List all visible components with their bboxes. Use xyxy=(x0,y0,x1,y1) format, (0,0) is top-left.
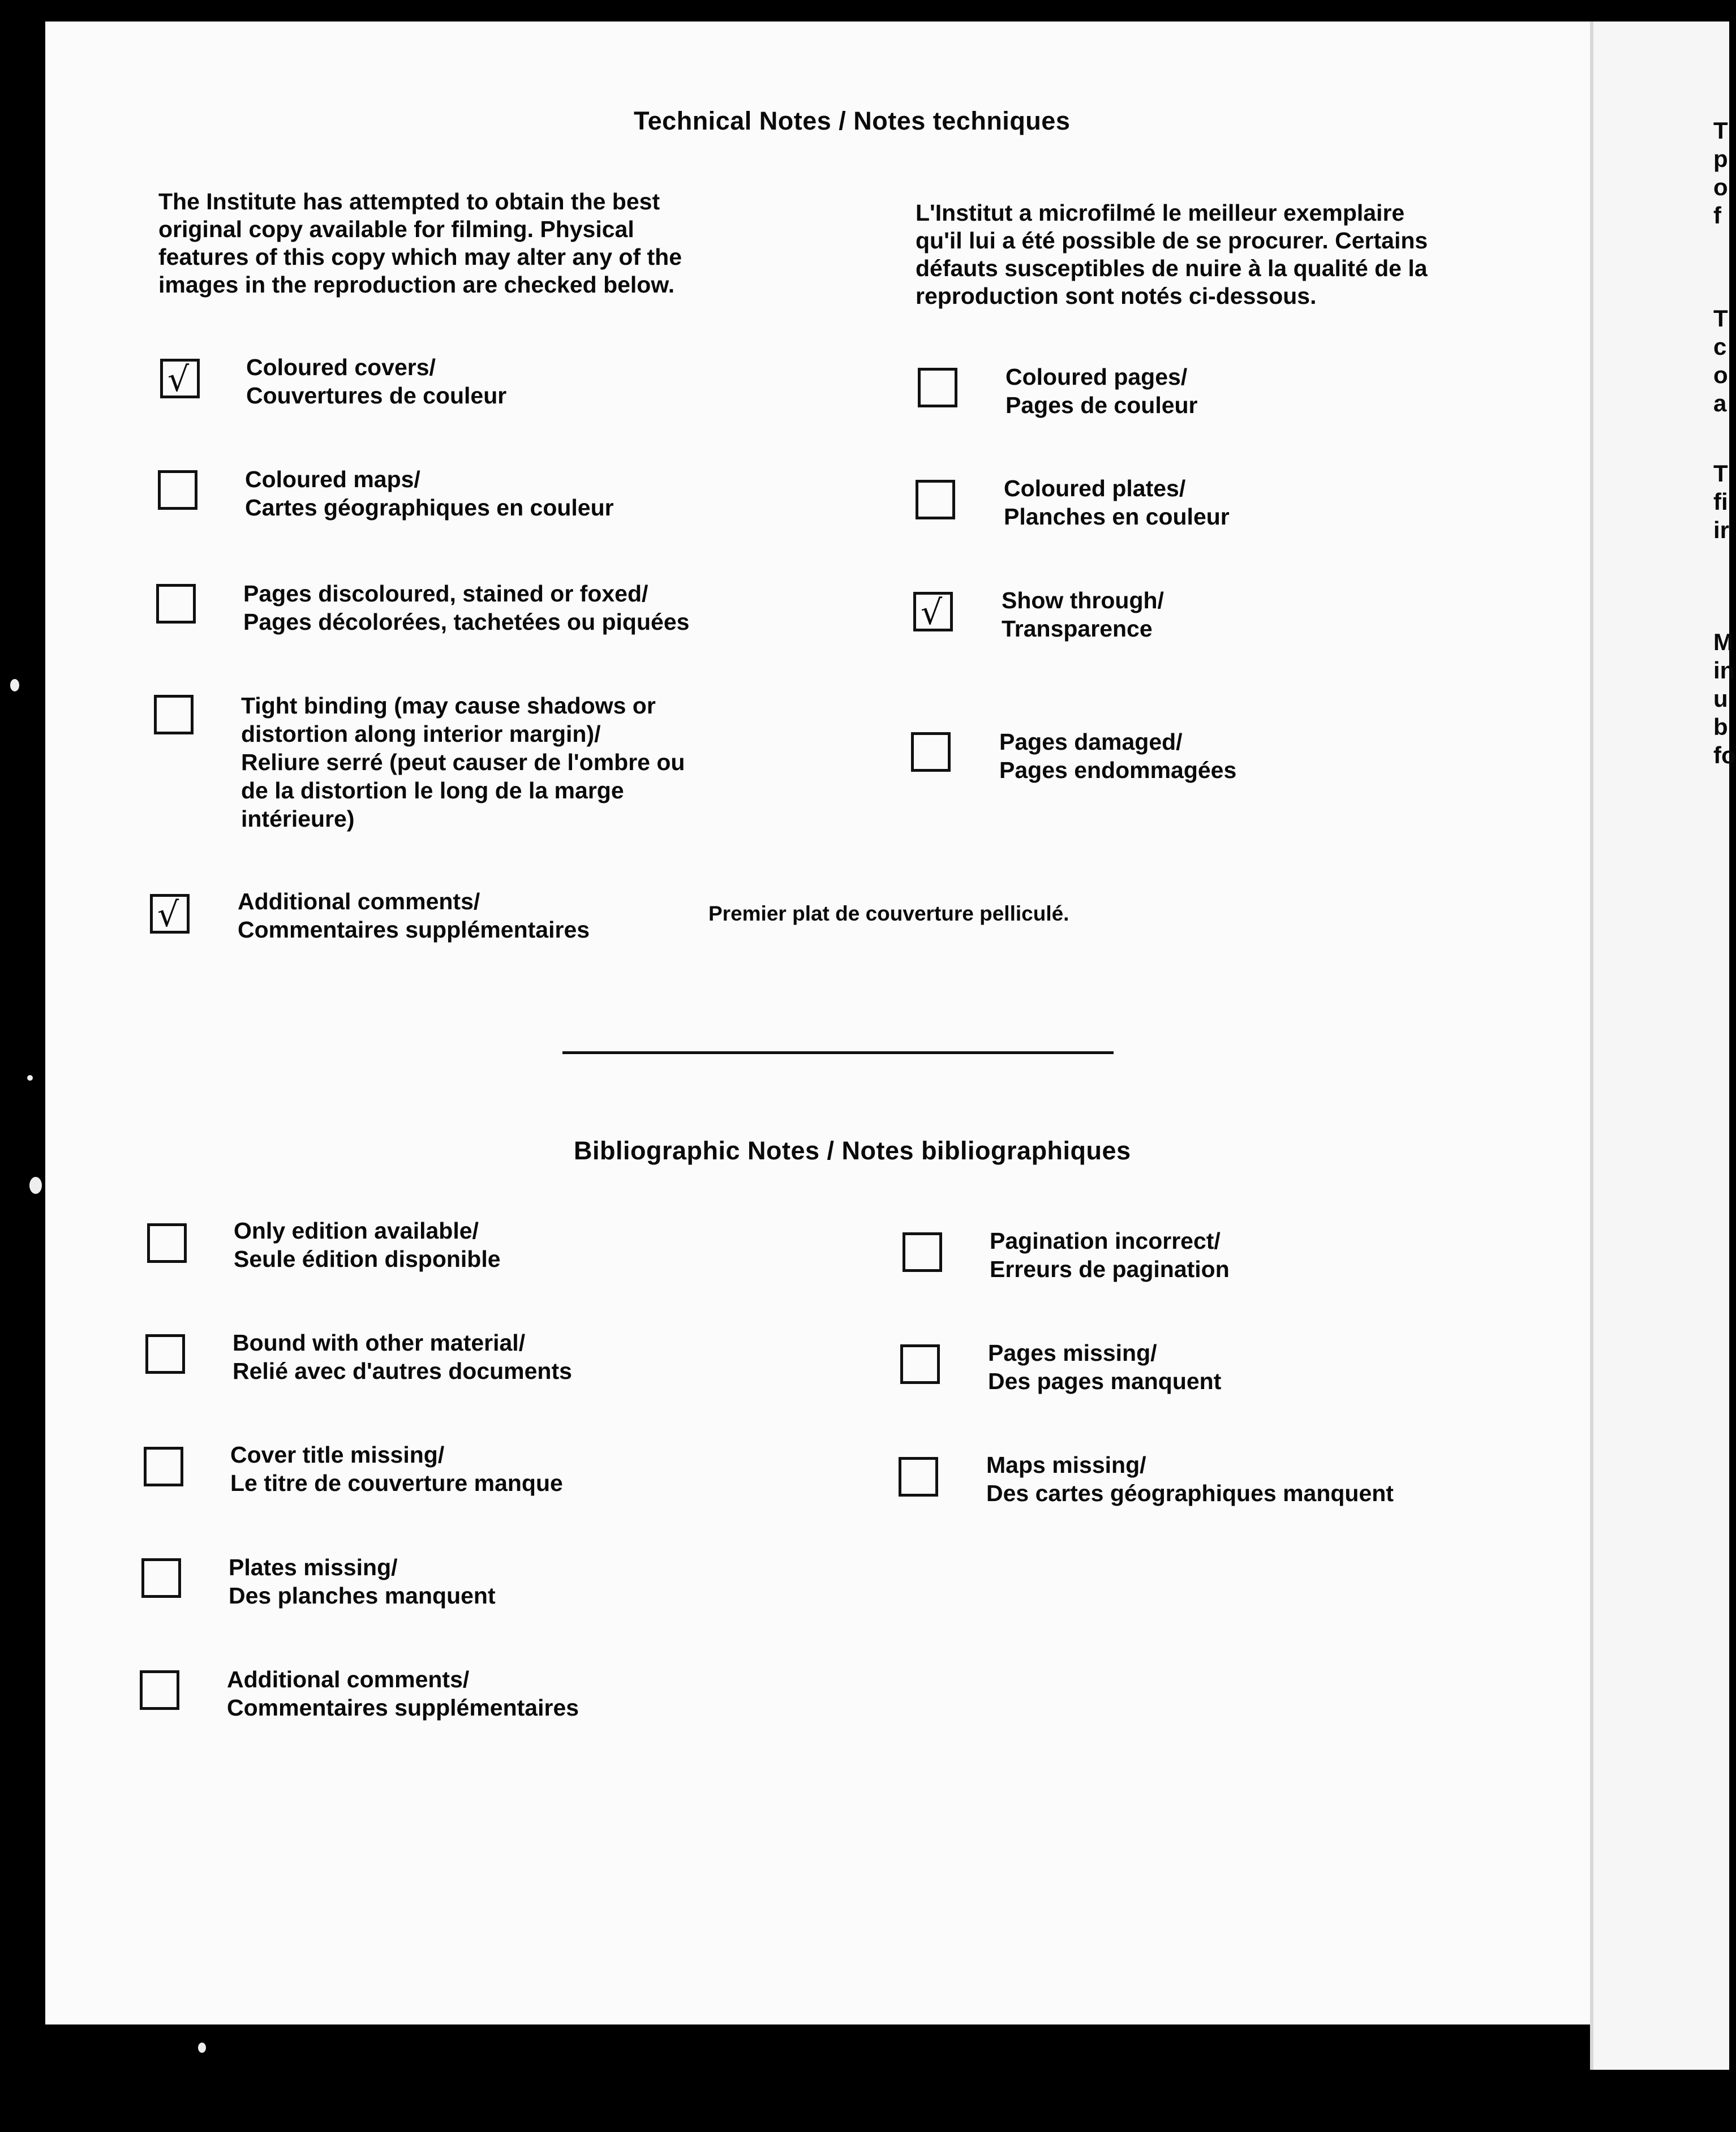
technical-notes-heading: Technical Notes / Notes techniques xyxy=(634,106,1071,135)
checkmark-icon: √ xyxy=(921,593,943,633)
film-speck xyxy=(27,1075,33,1081)
fragment-line: b xyxy=(1713,713,1728,740)
label-line: Only edition available/ xyxy=(234,1218,479,1244)
intro-english-line: features of this copy which may alter any of the xyxy=(158,244,682,270)
intro-french-line: qu'il lui a été possible de se procurer. Certains xyxy=(916,227,1428,253)
intro-english-line: images in the reproduction are checked below. xyxy=(158,272,675,298)
show-through-label xyxy=(1002,586,1164,643)
label-line: Des cartes géographiques manquent xyxy=(986,1480,1394,1506)
fragment-line: o xyxy=(1713,174,1728,200)
label-line: Commentaires supplémentaires xyxy=(227,1695,579,1721)
label-line: Additional comments/ xyxy=(227,1666,470,1692)
label-line: Seule édition disponible xyxy=(234,1246,501,1272)
only-edition-checkbox[interactable] xyxy=(147,1223,187,1263)
label-line: Le titre de couverture manque xyxy=(230,1470,563,1496)
film-speck xyxy=(10,679,19,691)
only-edition-label xyxy=(234,1217,501,1273)
fragment-line: T xyxy=(1713,117,1728,144)
pagination-incorrect-label xyxy=(990,1227,1230,1283)
coloured-plates-checkbox[interactable] xyxy=(916,480,955,519)
next-page-fragment xyxy=(1713,117,1728,230)
plates-missing-checkbox[interactable] xyxy=(141,1558,181,1598)
pagination-incorrect-checkbox[interactable] xyxy=(903,1232,942,1272)
document-page xyxy=(45,22,1630,2024)
fragment-line: u xyxy=(1713,685,1728,712)
film-speck xyxy=(198,2043,206,2053)
coloured-covers-checkbox[interactable] xyxy=(160,359,200,398)
next-page-fragment xyxy=(1713,459,1729,544)
label-line: Erreurs de pagination xyxy=(990,1256,1230,1282)
label-line: Plates missing/ xyxy=(229,1554,398,1580)
bound-with-checkbox[interactable] xyxy=(145,1334,185,1374)
pages-discoloured-checkbox[interactable] xyxy=(156,584,196,624)
fragment-line: T xyxy=(1713,460,1728,487)
label-line: Tight binding (may cause shadows or xyxy=(241,693,656,719)
next-page-fragment xyxy=(1713,304,1728,418)
additional-comments-technical-label xyxy=(238,887,590,944)
coloured-pages-label xyxy=(1005,363,1198,419)
label-line: Couvertures de couleur xyxy=(246,382,507,409)
intro-french-line: reproduction sont notés ci-dessous. xyxy=(916,283,1317,309)
additional-comments-note: Premier plat de couverture pelliculé. xyxy=(708,902,1069,925)
maps-missing-label xyxy=(986,1451,1394,1507)
tight-binding-checkbox[interactable] xyxy=(154,695,194,734)
tight-binding-label xyxy=(241,691,685,833)
bound-with-label xyxy=(233,1329,572,1385)
intro-french xyxy=(916,199,1428,310)
label-line: Coloured maps/ xyxy=(245,466,420,492)
label-line: Pages endommagées xyxy=(999,757,1237,783)
coloured-maps-label xyxy=(245,465,614,522)
label-line: Coloured pages/ xyxy=(1005,364,1188,390)
label-line: distortion along interior margin)/ xyxy=(241,721,601,747)
plates-missing-label xyxy=(229,1553,496,1610)
cover-title-missing-checkbox[interactable] xyxy=(144,1447,183,1486)
fragment-line: T xyxy=(1713,305,1728,332)
label-line: Coloured plates/ xyxy=(1004,475,1186,501)
label-line: Reliure serré (peut causer de l'ombre ou xyxy=(241,749,685,775)
label-line: Maps missing/ xyxy=(986,1452,1146,1478)
section-divider xyxy=(562,1051,1114,1054)
label-line: Bound with other material/ xyxy=(233,1330,526,1356)
next-page-edge xyxy=(1590,22,1729,2070)
fragment-line: p xyxy=(1713,145,1728,172)
label-line: Pages de couleur xyxy=(1005,392,1198,418)
label-line: Des planches manquent xyxy=(229,1583,496,1609)
fragment-line: o xyxy=(1713,362,1728,388)
label-line: Cartes géographiques en couleur xyxy=(245,495,614,521)
label-line: Pages décolorées, tachetées ou piquées xyxy=(243,609,690,635)
fragment-line: fo xyxy=(1713,742,1736,768)
fragment-line: f xyxy=(1713,202,1721,229)
intro-english-line: The Institute has attempted to obtain the best xyxy=(158,188,660,214)
fragment-line: in xyxy=(1713,657,1735,684)
fragment-line: a xyxy=(1713,390,1727,416)
next-page-fragment xyxy=(1713,628,1736,770)
label-line: de la distortion le long de la marge xyxy=(241,777,624,803)
coloured-maps-checkbox[interactable] xyxy=(158,470,197,510)
label-line: Transparence xyxy=(1002,616,1153,642)
bibliographic-notes-heading: Bibliographic Notes / Notes bibliographiques xyxy=(574,1136,1131,1165)
pages-missing-checkbox[interactable] xyxy=(900,1344,940,1384)
label-line: Relié avec d'autres documents xyxy=(233,1358,572,1384)
checkmark-icon: √ xyxy=(157,895,179,935)
label-line: Additional comments/ xyxy=(238,888,480,914)
fragment-line: ir xyxy=(1713,517,1730,543)
maps-missing-checkbox[interactable] xyxy=(899,1457,938,1497)
label-line: Pagination incorrect/ xyxy=(990,1228,1221,1254)
label-line: Commentaires supplémentaires xyxy=(238,917,590,943)
coloured-plates-label xyxy=(1004,474,1230,531)
label-line: Pages discoloured, stained or foxed/ xyxy=(243,581,648,607)
label-line: Des pages manquent xyxy=(988,1368,1222,1394)
label-line: Pages damaged/ xyxy=(999,729,1183,755)
film-speck xyxy=(29,1177,42,1194)
fragment-line: M xyxy=(1713,629,1733,655)
intro-english xyxy=(158,188,682,299)
coloured-pages-checkbox[interactable] xyxy=(918,368,957,407)
intro-english-line: original copy available for filming. Physical xyxy=(158,216,634,242)
label-line: Cover title missing/ xyxy=(230,1442,445,1468)
label-line: intérieure) xyxy=(241,806,355,832)
intro-french-line: L'Institut a microfilmé le meilleur exemplaire xyxy=(916,200,1405,226)
label-line: Planches en couleur xyxy=(1004,504,1230,530)
pages-missing-label xyxy=(988,1339,1221,1395)
pages-discoloured-label xyxy=(243,579,689,636)
checkmark-icon: √ xyxy=(167,360,190,399)
coloured-covers-label xyxy=(246,353,506,410)
intro-french-line: défauts susceptibles de nuire à la qualité de la xyxy=(916,255,1428,281)
pages-damaged-checkbox[interactable] xyxy=(911,732,951,772)
label-line: Show through/ xyxy=(1002,587,1164,613)
label-line: Pages missing/ xyxy=(988,1340,1157,1366)
additional-comments-biblio-label xyxy=(227,1665,579,1722)
additional-comments-biblio-checkbox[interactable] xyxy=(140,1670,179,1710)
fragment-line: fi xyxy=(1713,488,1728,515)
pages-damaged-label xyxy=(999,728,1236,784)
label-line: Coloured covers/ xyxy=(246,354,436,380)
show-through-checkbox[interactable] xyxy=(913,592,953,631)
additional-comments-technical-checkbox[interactable] xyxy=(150,894,190,934)
cover-title-missing-label xyxy=(230,1441,563,1497)
fragment-line: c xyxy=(1713,333,1727,360)
